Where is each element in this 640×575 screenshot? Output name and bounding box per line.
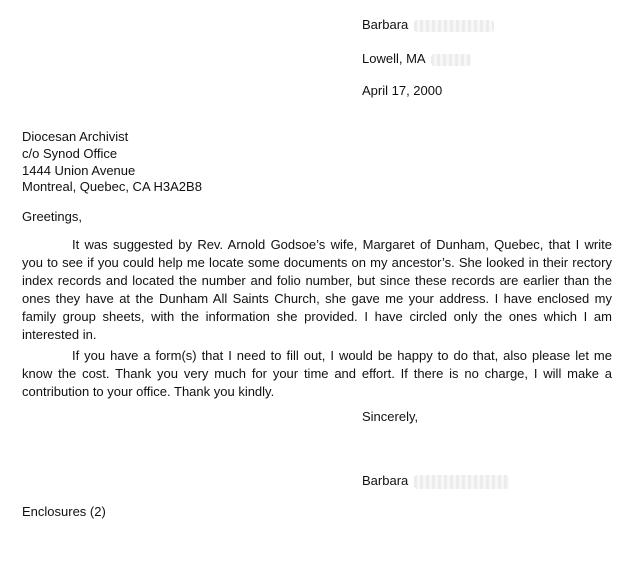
body-paragraph-2: If you have a form(s) that I need to fill out, I would be happy to do that, also please let me know the cost. Thank you very much for your time and effort. If there is no charge, I will make a contribution to your office. Thank you kindly. — [22, 348, 612, 399]
sender-name-line — [362, 16, 494, 34]
sender-city: Lowell, MA — [362, 51, 425, 66]
recipient-line-3: 1444 Union Avenue — [22, 163, 136, 178]
redacted-surname — [414, 20, 494, 32]
redacted-zip — [431, 54, 471, 66]
body-paragraph-1: It was suggested by Rev. Arnold Godsoe’s wife, Margaret of Dunham, Quebec, that I write you to see if you could help me locate some documents on my ancestor’s. She looked in their rectory index records and located the number and folio number, but since these records are earlier than the ones they have at the Dunham All Saints Church, she gave me your address. I have enclosed my family group sheets, with the information she provided. I have circled only the ones which I am interested in. — [22, 237, 612, 342]
enclosures-note: Enclosures (2) — [22, 504, 106, 519]
recipient-line-2: c/o Synod Office — [22, 146, 118, 161]
sender-name: Barbara — [362, 17, 409, 32]
signature-line — [362, 472, 509, 490]
recipient-line-1: Diocesan Archivist — [22, 129, 129, 144]
signature-name: Barbara — [362, 473, 409, 488]
closing: Sincerely, — [362, 409, 419, 424]
redacted-signature-surname — [414, 475, 509, 489]
recipient-line-4: Montreal, Quebec, CA H3A2B8 — [22, 179, 202, 194]
letter-date: April 17, 2000 — [362, 83, 443, 98]
salutation: Greetings, — [22, 209, 82, 224]
sender-city-line — [362, 50, 471, 68]
